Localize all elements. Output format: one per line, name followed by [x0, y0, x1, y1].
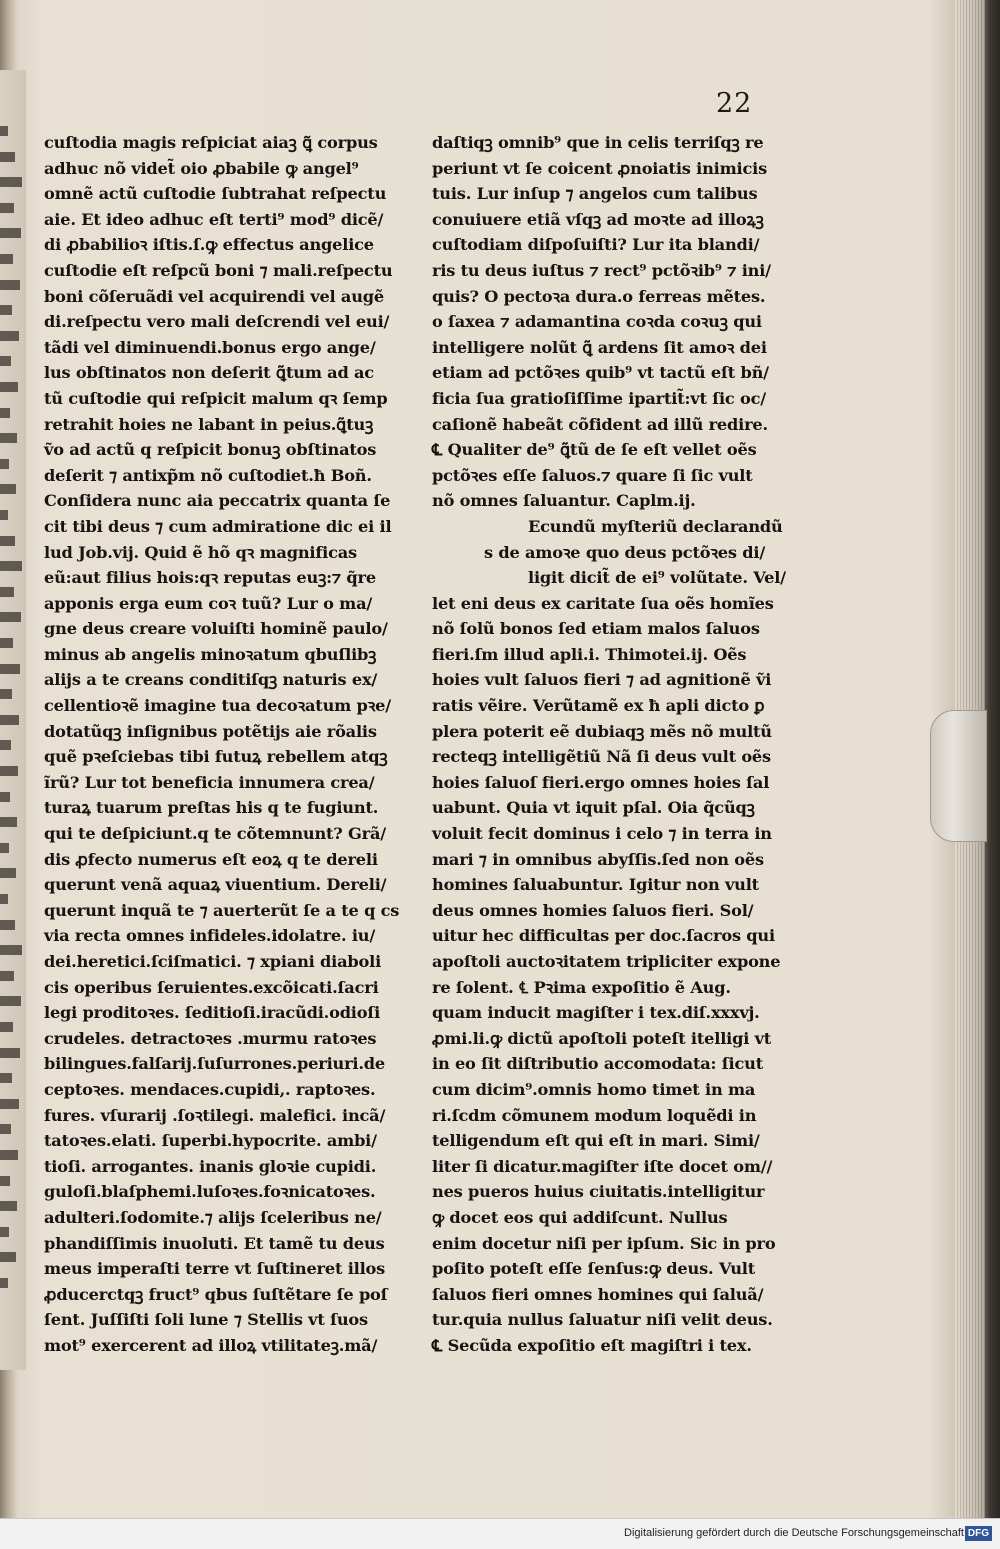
text-line: quam inducit magiſter i tex.diſ.xxxvj.: [432, 1003, 760, 1023]
facing-page-text-fragment: [0, 1176, 10, 1186]
facing-page-text-fragment: [0, 740, 11, 750]
text-line: phandiſſimis inuoluti. Et tamẽ tu deus: [44, 1233, 385, 1253]
text-line: turaꝝ tuarum preſtas his q te fugiunt.: [44, 798, 379, 818]
text-line: ℄ Qualiter de⁹ ꝗ͂tũ de ſe eſt vellet oẽs: [432, 440, 757, 460]
text-line: cuſtodia magis reſpiciat aiaꝫ ꝗ͂ corpus: [44, 133, 378, 152]
facing-page-text-fragment: [0, 433, 17, 443]
facing-page-text-fragment: [0, 1278, 8, 1288]
text-line: telligendum eſt qui eſt in mari. Simi/: [432, 1131, 760, 1151]
text-line: cuſtodie eſt reſpcũ boni ⁊ mali.reſpectu: [44, 260, 393, 280]
text-line: deus omnes homies ſaluos fieri. Sol/: [432, 900, 754, 920]
text-line: retrahit hoies ne labant in peius.ꝗ͂tuꝫ: [44, 414, 374, 434]
facing-page-text-fragment: [0, 1073, 12, 1083]
text-line: cum dicim⁹.omnis homo timet in ma: [432, 1079, 756, 1099]
text-line: deſerit ⁊ antixp̃m nõ cuſtodiet.ħ Boñ.: [44, 465, 372, 485]
text-column-left: [44, 130, 416, 1359]
facing-page-text-fragment: [0, 792, 10, 802]
text-line: boni cõſeruãdi vel acquirendi vel augẽ: [44, 286, 385, 306]
facing-page-text-fragment: [0, 536, 15, 546]
text-line: gne deus creare voluiſti hominẽ paulo/: [44, 619, 388, 639]
text-line: s de amoꝛe quo deus pctõꝛes di/: [484, 542, 766, 562]
facing-page-text-fragment: [0, 1048, 20, 1058]
text-line: ceptoꝛes. mendaces.cupidi,. raptoꝛes.: [44, 1079, 376, 1099]
text-line: hoies vult ſaluos fieri ⁊ ad agnitionẽ ṽi: [432, 670, 772, 690]
text-line: ĩrũ? Lur tot beneficia innumera crea/: [44, 772, 375, 792]
text-line: ratis vẽire. Verũtamẽ ex ħ apli dicto ꝑ: [432, 696, 765, 716]
facing-page-text-fragment: [0, 510, 8, 520]
text-line: bilingues.falſarij.ſuſurrones.periuri.de: [44, 1054, 386, 1074]
text-line: apoſtoli auctoꝛitatem tripliciter expone: [432, 952, 781, 971]
text-line: caſionẽ habeãt cõfident ad illũ redire.: [432, 414, 768, 434]
facing-page-text-fragment: [0, 715, 19, 725]
text-line: in eo ſit diſtributio accomodata: ſicut: [432, 1054, 763, 1074]
facing-page-text-fragment: [0, 843, 9, 853]
facing-page-text-fragment: [0, 1150, 18, 1160]
text-line: periunt vt ſe coicent ꝓnoiatis inimicis: [432, 158, 767, 178]
text-line: tuis. Lur inſup ⁊ angelos cum talibus: [432, 184, 758, 204]
text-line: dis ꝓfecto numerus eſt eoꝝ q te dereli: [44, 849, 378, 869]
text-line: plera poterit eẽ dubiaqꝫ mẽs nõ multũ: [432, 721, 772, 741]
page-clip-tab: [930, 710, 987, 842]
facing-page-text-fragment: [0, 203, 14, 213]
text-line: guloſi.blaſphemi.luſoꝛes.foꝛnicatoꝛes.: [44, 1182, 376, 1202]
text-line: liter ſi dicatur.magiſter iſte docet om//: [432, 1156, 773, 1176]
page-number: 22: [716, 88, 753, 119]
text-line: adhuc nõ videt̃ oio ꝓbabile ꝙ angel⁹: [44, 158, 359, 178]
facing-page-text-fragment: [0, 408, 10, 418]
text-line: lud Job.vij. Quid ẽ hõ qꝛ magnificas: [44, 542, 357, 562]
facing-page-text-fragment: [0, 945, 22, 955]
facing-page-text-fragment: [0, 280, 20, 290]
text-line: homines ſaluabuntur. Igitur non vult: [432, 875, 759, 895]
facing-page-text-fragment: [0, 331, 19, 341]
text-line: dei.heretici.ſciſmatici. ⁊ xpiani diaboli: [44, 952, 382, 971]
text-line: dotatũqꝫ inſignibus potẽtijs aie rõalis: [44, 721, 377, 741]
text-line: meus imperaſti terre vt ſuſtineret illos: [44, 1259, 386, 1279]
text-line: fieri.ſm illud apli.i. Thimotei.ij. Oẽs: [432, 644, 747, 664]
text-line: mari ⁊ in omnibus abyſſis.ſed non oẽs: [432, 849, 764, 869]
text-line: ſent. Juſſiſti ſoli lune ⁊ Stellis vt ſuos: [44, 1310, 368, 1330]
text-line: voluit fecit dominus i celo ⁊ in terra in: [432, 824, 772, 844]
text-line: cellentioꝛẽ imagine tua decoꝛatum pꝛe/: [44, 696, 391, 716]
text-line: uitur hec difficultas per doc.ſacros qui: [432, 926, 775, 946]
text-line: aie. Et ideo adhuc eſt terti⁹ mod⁹ dicẽ/: [44, 209, 384, 229]
facing-page-text-fragment: [0, 484, 16, 494]
facing-page-text-fragment: [0, 1124, 11, 1134]
facing-page-text-fragment: [0, 356, 11, 366]
text-line: let eni deus ex caritate ſua oẽs homĩes: [432, 593, 774, 613]
text-line: tãdi vel diminuendi.bonus ergo ange/: [44, 337, 376, 357]
text-line: qui te deſpiciunt.q te cõtemnunt? Grã/: [44, 824, 386, 844]
facing-page-text-fragment: [0, 561, 22, 571]
text-line: cit tibi deus ⁊ cum admiratione dic ei il: [44, 516, 392, 536]
text-line: hoies ſaluoſ fieri.ergo omnes hoies ſal: [432, 772, 770, 792]
text-line: cuſtodiam diſpoſuiſti? Lur ita blandi/: [432, 235, 760, 255]
text-line: fures. vſurarij .ſoꝛtilegi. malefici. incã/: [44, 1105, 386, 1125]
text-line: nõ ſolũ bonos ſed etiam malos ſaluos: [432, 619, 760, 639]
facing-page-text-fragment: [0, 1201, 17, 1211]
facing-page-text-fragment: [0, 177, 22, 187]
text-line: adulteri.ſodomite.⁊ alijs ſceleribus ne/: [44, 1207, 382, 1227]
text-line: ri.ſcdm cõmunem modum loquẽdi in: [432, 1105, 757, 1125]
text-line: ꝙ docet eos qui addiſcunt. Nullus: [432, 1207, 728, 1227]
facing-page-text-fragment: [0, 382, 18, 392]
text-line: Conſidera nunc aia peccatrix quanta ſe: [44, 491, 391, 511]
text-line: querunt venã aquaꝝ viuentium. Dereli/: [44, 875, 387, 895]
facing-page-text-fragment: [0, 1099, 19, 1109]
text-line: ficia ſua gratioſiſſime ipartit̃:vt ſic oc/: [432, 388, 766, 408]
facing-page-text-fragment: [0, 868, 16, 878]
facing-page-text-fragment: [0, 587, 14, 597]
text-line: etiam ad pctõꝛes quib⁹ vt tactũ eſt bñ/: [432, 363, 769, 383]
text-line: tioſi. arrogantes. inanis gloꝛie cupidi.: [44, 1156, 377, 1176]
facing-page-text-fragment: [0, 664, 20, 674]
dfg-logo: DFG: [965, 1526, 992, 1541]
text-line: recteqꝫ intelligẽtiũ Nã ſi deus vult oẽs: [432, 747, 771, 767]
text-line: lus obſtinatos non deſerit ꝗ͂tum ad ac: [44, 363, 374, 383]
text-line: legi proditoꝛes. ſeditioſi.iracũdi.odioſi: [44, 1003, 381, 1023]
text-line: di.reſpectu vero mali deſcrendi vel eui/: [44, 312, 390, 332]
facing-page-text-fragment: [0, 996, 21, 1006]
text-line: minus ab angelis minoꝛatum qbuſlibꝫ: [44, 644, 377, 664]
text-line: conuiuere etiã vſqꝫ ad moꝛte ad illoꝝꝫ: [432, 209, 764, 229]
facing-page-text-fragment: [0, 612, 21, 622]
facing-page-text-fragment: [0, 894, 8, 904]
funding-credit: Digitalisierung gefördert durch die Deutsche Forschungsgemeinschaft: [624, 1527, 964, 1539]
text-line: tatoꝛes.elati. ſuperbi.hypocrite. ambi/: [44, 1131, 377, 1151]
text-line: o ſaxea ⁊ adamantina coꝛda coꝛuꝫ qui: [432, 312, 762, 332]
text-line: quis? O pectoꝛa dura.o ferreas mẽtes.: [432, 286, 766, 306]
text-line: ꝓmi.li.ꝙ dictũ apoſtoli poteſt itelligi vt: [432, 1028, 772, 1048]
text-line: ſaluos fieri omnes homines qui ſaluã/: [432, 1284, 764, 1304]
facing-page-text-fragment: [0, 1252, 16, 1262]
text-line: via recta omnes infideles.idolatre. iu/: [44, 926, 376, 946]
facing-page-text-fragment: [0, 126, 8, 136]
text-line: ris tu deus iuſtus ⁊ rect⁹ pctõꝛib⁹ ⁊ ini/: [432, 260, 771, 280]
facing-page-text-fragment: [0, 920, 15, 930]
text-line: intelligere nolũt ꝗ͂ ardens ſit amoꝛ dei: [432, 337, 767, 357]
text-line: ꝓducerctqꝫ fruct⁹ qbus ſuſtẽtare ſe poſ: [44, 1284, 388, 1304]
facing-page-text-fragment: [0, 638, 13, 648]
facing-page-text-fragment: [0, 459, 9, 469]
text-line: cis operibus ſeruientes.excõicati.ſacri: [44, 977, 379, 997]
text-line: ṽo ad actũ q reſpicit bonuꝫ obſtinatos: [44, 440, 377, 460]
facing-page-text-fragment: [0, 152, 15, 162]
text-line: quẽ pꝛeſciebas tibi futuꝝ rebellem atqꝫ: [44, 747, 388, 767]
facing-page-edge: [0, 70, 26, 1370]
text-line: di ꝓbabilioꝛ iſtis.ſ.ꝙ effectus angelice: [44, 235, 374, 255]
text-line: crudeles. detractoꝛes .murmu ratoꝛes: [44, 1028, 377, 1048]
facing-page-text-fragment: [0, 766, 18, 776]
text-line: tũ cuſtodie qui reſpicit malum qꝛ ſemp: [44, 388, 388, 408]
text-line: uabunt. Quia vt iquit pſal. Oia q̃cũqꝫ: [432, 798, 755, 818]
text-line: re ſolent. ℄ Pꝛima expoſitio ẽ Aug.: [432, 977, 731, 997]
digitization-footer: [0, 1518, 1000, 1549]
facing-page-text-fragment: [0, 1022, 13, 1032]
text-line: ℄ Secũda expoſitio eſt magiſtri i tex.: [432, 1335, 752, 1355]
text-line: poſito poteſt eſſe ſenſus:ꝙ deus. Vult: [432, 1259, 756, 1279]
text-line: ligit dicit̃ de ei⁹ volũtate. Vel/: [528, 568, 786, 588]
text-line: Ecundũ myſteriũ declarandũ: [528, 516, 783, 536]
text-line: daſtiqꝫ omnib⁹ que in celis terriſqꝫ re: [432, 133, 764, 152]
text-line: nõ omnes ſaluantur. Caplm.ij.: [432, 491, 696, 511]
facing-page-text-fragment: [0, 254, 13, 264]
text-line: eũ:aut filius hois:qꝛ reputas euꝫ:⁊ q̃re: [44, 568, 376, 588]
text-line: apponis erga eum coꝛ tuũ? Lur o ma/: [44, 593, 373, 613]
text-line: mot⁹ exercerent ad illoꝝ vtilitateꝫ.mã/: [44, 1335, 378, 1355]
text-line: enim docetur niſi per ipſum. Sic in pro: [432, 1233, 776, 1253]
text-line: alijs a te creans conditiſqꝫ naturis ex/: [44, 670, 378, 690]
text-line: nes pueros huius ciuitatis.intelligitur: [432, 1182, 765, 1202]
facing-page-text-fragment: [0, 817, 17, 827]
facing-page-text-fragment: [0, 1227, 9, 1237]
facing-page-text-fragment: [0, 971, 14, 981]
text-line: pctõꝛes eſſe ſaluos.⁊ quare ſi ſic vult: [432, 465, 753, 485]
text-line: querunt inquã te ⁊ auerterũt ſe a te q cs: [44, 900, 400, 920]
facing-page-text-fragment: [0, 228, 21, 238]
text-line: tur.quia nullus ſaluatur niſi velit deus.: [432, 1310, 773, 1330]
text-line: omnẽ actũ cuſtodie ſubtrahat reſpectu: [44, 184, 387, 204]
facing-page-text-fragment: [0, 689, 12, 699]
facing-page-text-fragment: [0, 305, 12, 315]
text-column-right: [432, 130, 820, 1359]
